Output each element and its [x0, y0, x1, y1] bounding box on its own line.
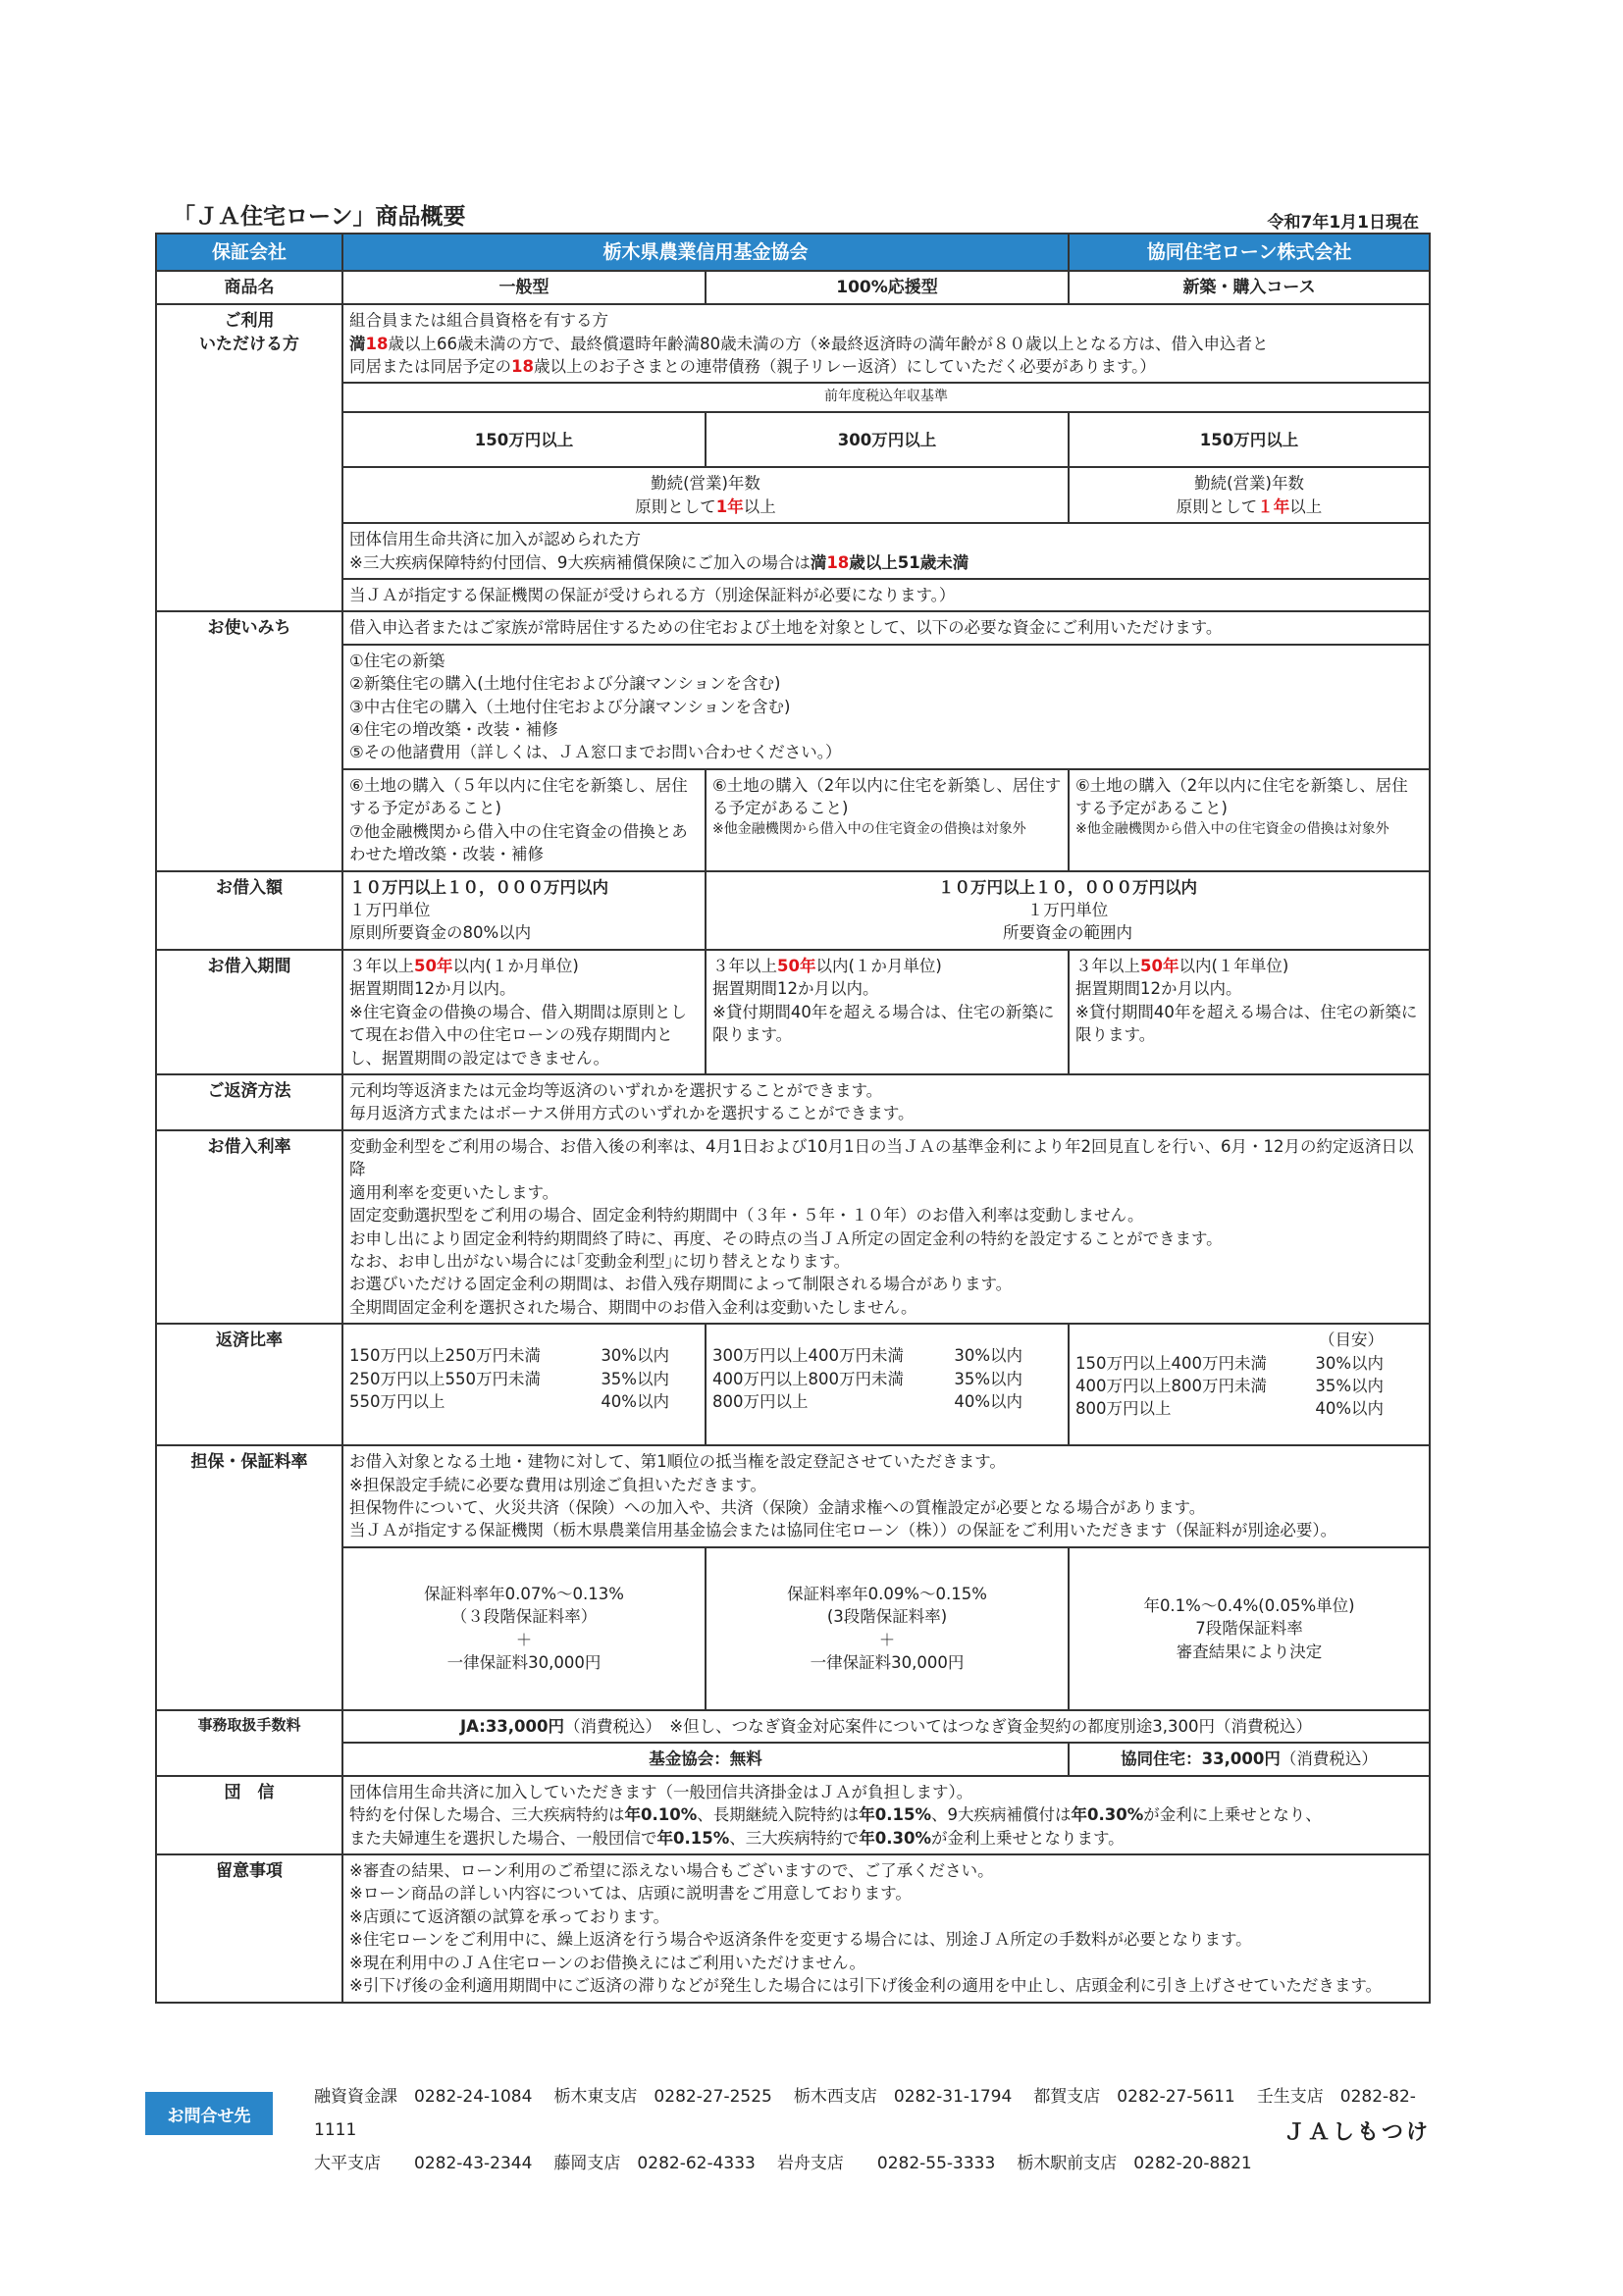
usage-item: ②新築住宅の購入(土地付住宅および分譲マンションを含む) [349, 674, 781, 694]
period-col1: ３年以上50年以内(１か月単位) 据置期間12か月以内。 ※住宅資金の借換の場合、借入期間は原則として現在お借入中の住宅ローンの残存期間内とし、据置期間の設定はできません。 [342, 950, 706, 1074]
branch-phone: 都賀支店 0282-27-5611 [1033, 2087, 1235, 2107]
ratio-row: 300万円以上400万円未満 30%以内 [712, 1346, 1023, 1366]
notes-text: ※審査の結果、ローン利用のご希望に添えない場合もございますので、ご了承ください。 ※ローン商品の詳しい内容については、店頭に説明書をご用意しております。 ※店頭にて返済額の試算を承っております。 ※住宅ローンをご利用中に、繰上返済を行う場合や返済条件を変更する場合には、別途ＪＡ所定の手数料が必要となります。 ※現在利用中のＪＡ住宅ローンのお借換えにはご利用いただけません。 ※引下げ後の金利適用期間中にご返済の滞りなどが発生した場合には引下げ後金利の適用を中止し、店頭金利に引き上げさせていただきます。 [342, 1854, 1430, 2003]
branch-phone: 藤岡支店 0282-62-4333 [553, 2154, 756, 2173]
branch-phone: 大平支店 0282-43-2344 [314, 2154, 533, 2173]
repayment-label: ご返済方法 [156, 1074, 342, 1130]
period-label: お借入期間 [156, 950, 342, 1074]
branch-phone: 栃木駅前支店 0282-20-8821 [1017, 2154, 1252, 2173]
guarantor-a: 栃木県農業信用基金協会 [342, 234, 1069, 271]
collateral-col1: 保証料率年0.07%～0.13% （３段階保証料率） ＋ 一律保証料30,000円 [342, 1547, 706, 1710]
eligibility-conditions: 組合員または組合員資格を有する方 満18歳以上66歳未満の方で、最終償還時年齢満80歳未満の方（※最終返済時の満年齢が８０歳以上となる方は、借入申込者と 同居または同居予定の18歳以上のお子さまとの連帯債務（親子リレー返済）にしていただく必要があります。） [342, 304, 1430, 383]
ratio-row: 550万円以上 40%以内 [349, 1392, 669, 1412]
usage-col2: ⑥土地の購入（2年以内に住宅を新築し、居住する予定があること) ※他金融機関から借入中の住宅資金の借換は対象外 [706, 769, 1069, 871]
ratio-col2 [706, 1324, 1069, 1445]
amount-col1: １０万円以上１０，０００万円以内 １万円単位 原則所要資金の80%以内 [342, 871, 706, 950]
guarantor-label: 保証会社 [156, 234, 342, 271]
ratio-row: 150万円以上400万円未満 30%以内 [1075, 1353, 1385, 1373]
interest-label: お借入利率 [156, 1130, 342, 1324]
product-row [156, 271, 1430, 304]
usage-col1: ⑥土地の購入（５年以内に住宅を新築し、居住する予定があること) ⑦他金融機関から借入中の住宅資金の借換とあわせた増改築・改装・補修 [342, 769, 706, 871]
usage-label: お使いみち [156, 611, 342, 870]
ratio-row: 250万円以上550万円未満 35%以内 [349, 1369, 669, 1388]
as-of-date: 令和7年1月1日現在 [1267, 213, 1419, 233]
guarantee-condition: 当ＪＡが指定する保証機関の保証が受けられる方（別途保証料が必要になります。） [342, 579, 1430, 611]
collateral-col3: 年0.1%～0.4%(0.05%単位) 7段階保証料率 審査結果により決定 [1069, 1547, 1430, 1710]
amount-col2: １０万円以上１０，０００万円以内 １万円単位 所要資金の範囲内 [706, 871, 1430, 950]
branch-phone: 栃木西支店 0282-31-1794 [793, 2087, 1013, 2107]
collateral-text: お借入対象となる土地・建物に対して、第1順位の抵当権を設定登記させていただきます。 ※担保設定手続に必要な費用は別途ご負担いただきます。 担保物件について、火災共済（保険）への加入や、共済（保険）金請求権への質権設定が必要となる場合があります。 当ＪＡが指定する保証機関（栃木県農業信用基金協会または協同住宅ローン（株））の保証をご利用いただきます（保証料が別途必要）。 [342, 1445, 1430, 1547]
fee-ja: JA:33,000円（消費税込） ※但し、つなぎ資金対応案件についてはつなぎ資金契約の都度別途3,300円（消費税込） [342, 1710, 1430, 1743]
product-label: 商品名 [156, 271, 342, 304]
income-basis: 前年度税込年収基準 [342, 383, 1430, 412]
notes-label: 留意事項 [156, 1854, 342, 2003]
ratio-col3 [1069, 1324, 1430, 1445]
contact-badge: お問合せ先 [145, 2092, 273, 2135]
ratio-note: （目安） [1319, 1331, 1385, 1350]
contact-section [145, 2080, 1431, 2173]
collateral-label: 担保・保証料率 [156, 1445, 342, 1710]
guarantor-row [156, 234, 1430, 271]
tenure-1-2: 勤続(営業)年数 原則として1年以上 [342, 467, 1069, 523]
ratio-row: 150万円以上250万円未満 30%以内 [349, 1346, 669, 1366]
insurance-condition: 団体信用生命共済に加入が認められた方 ※三大疾病保障特約付団信、9大疾病補償保険にご加入の場合は満18歳以上51歳未満 [342, 523, 1430, 579]
contact-row-2 [314, 2147, 1431, 2180]
ratio-label: 返済比率 [156, 1324, 342, 1445]
income-2: 300万円以上 [706, 412, 1069, 467]
income-1: 150万円以上 [342, 412, 706, 467]
tenure-3: 勤続(営業)年数 原則として１年以上 [1069, 467, 1430, 523]
fee-label: 事務取扱手数料 [156, 1710, 342, 1776]
usage-item: ①住宅の新築 [349, 651, 445, 670]
eligibility-label: ご利用 いただける方 [156, 304, 342, 611]
fee-kikin: 基金協会：無料 [342, 1743, 1069, 1775]
branch-phone: 融資資金課 0282-24-1084 [314, 2087, 533, 2107]
danshin-text: 団体信用生命共済に加入していただきます（一般団信共済掛金はＪＡが負担します）。 特約を付保した場合、三大疾病特約は年0.10%、長期継続入院特約は年0.15%、9大疾病補償付は年0.30%が金利に上乗せとなり、 また夫婦連生を選択した場合、一般団信で年0.15%、三大疾病特約で年0.30%が金利上乗せとなります。 [342, 1776, 1430, 1854]
interest-text: 変動金利型をご利用の場合、お借入後の利率は、4月1日および10月1日の当ＪＡの基準金利により年2回見直しを行い、6月・12月の約定返済日以降 適用利率を変更いたします。 固定変動選択型をご利用の場合、固定金利特約期間中（３年・５年・１０年）のお借入利率は変動しません。 お申し出により固定金利特約期間終了時に、再度、その時点の当ＪＡ所定の固定金利の特約を設定することができます。 なお、お申し出がない場合には｢変動金利型｣に切り替えとなります。 お選びいただける固定金利の期間は、お借入残存期間によって制限される場合があります。 全期間固定金利を選択された場合、期間中のお借入金利は変動いたしません。 [342, 1130, 1430, 1324]
usage-item: ④住宅の増改築・改装・補修 [349, 720, 558, 740]
usage-col3: ⑥土地の購入（2年以内に住宅を新築し、居住する予定があること) ※他金融機関から借入中の住宅資金の借換は対象外 [1069, 769, 1430, 871]
branch-phone: 栃木東支店 0282-27-2525 [553, 2087, 772, 2107]
usage-item: ⑤その他諸費用（詳しくは、ＪＡ窓口までお問い合わせください。） [349, 743, 842, 762]
ratio-col1 [342, 1324, 706, 1445]
page-title: 「ＪＡ住宅ローン」商品概要 [173, 204, 466, 230]
repayment-text: 元利均等返済または元金均等返済のいずれかを選択することができます。 毎月返済方式またはボーナス併用方式のいずれかを選択することができます。 [342, 1074, 1430, 1130]
product-3: 新築・購入コース [1069, 271, 1430, 304]
danshin-label: 団 信 [156, 1776, 342, 1854]
product-2: 100%応援型 [706, 271, 1069, 304]
collateral-col2: 保証料率年0.09%～0.15% (3段階保証料率) ＋ 一律保証料30,000円 [706, 1547, 1069, 1710]
branch-phone: 壬生支店 0282-82-1111 [314, 2087, 1416, 2140]
ratio-row: 400万円以上800万円未満 35%以内 [1075, 1377, 1385, 1396]
eligibility-row [156, 304, 1430, 383]
ratio-row: 800万円以上 40%以内 [712, 1392, 1023, 1412]
fee-kyodo: 協同住宅：33,000円（消費税込） [1069, 1743, 1430, 1775]
branch-phone: 岩舟支店 0282-55-3333 [776, 2154, 996, 2173]
amount-label: お借入額 [156, 871, 342, 950]
contact-lines [314, 2080, 1431, 2180]
guarantor-b: 協同住宅ローン株式会社 [1069, 234, 1430, 271]
ja-shimotsuke-brand: ＪＡしもつけ [1283, 2120, 1431, 2145]
product-summary-table [155, 233, 1431, 2004]
ratio-row: 400万円以上800万円未満 35%以内 [712, 1369, 1023, 1388]
product-1: 一般型 [342, 271, 706, 304]
ratio-row: 800万円以上 40%以内 [1075, 1399, 1385, 1419]
contact-row-1 [314, 2080, 1431, 2147]
usage-item: ③中古住宅の購入（土地付住宅および分譲マンションを含む) [349, 697, 791, 716]
period-col2: ３年以上50年以内(１か月単位) 据置期間12か月以内。 ※貸付期間40年を超える場合は、住宅の新築に限ります。 [706, 950, 1069, 1074]
income-3: 150万円以上 [1069, 412, 1430, 467]
period-col3: ３年以上50年以内(１年単位) 据置期間12か月以内。 ※貸付期間40年を超える場合は、住宅の新築に限ります。 [1069, 950, 1430, 1074]
usage-items [342, 645, 1430, 769]
usage-intro: 借入申込者またはご家族が常時居住するための住宅および土地を対象として、以下の必要な資金にご利用いただけます。 [342, 611, 1430, 644]
